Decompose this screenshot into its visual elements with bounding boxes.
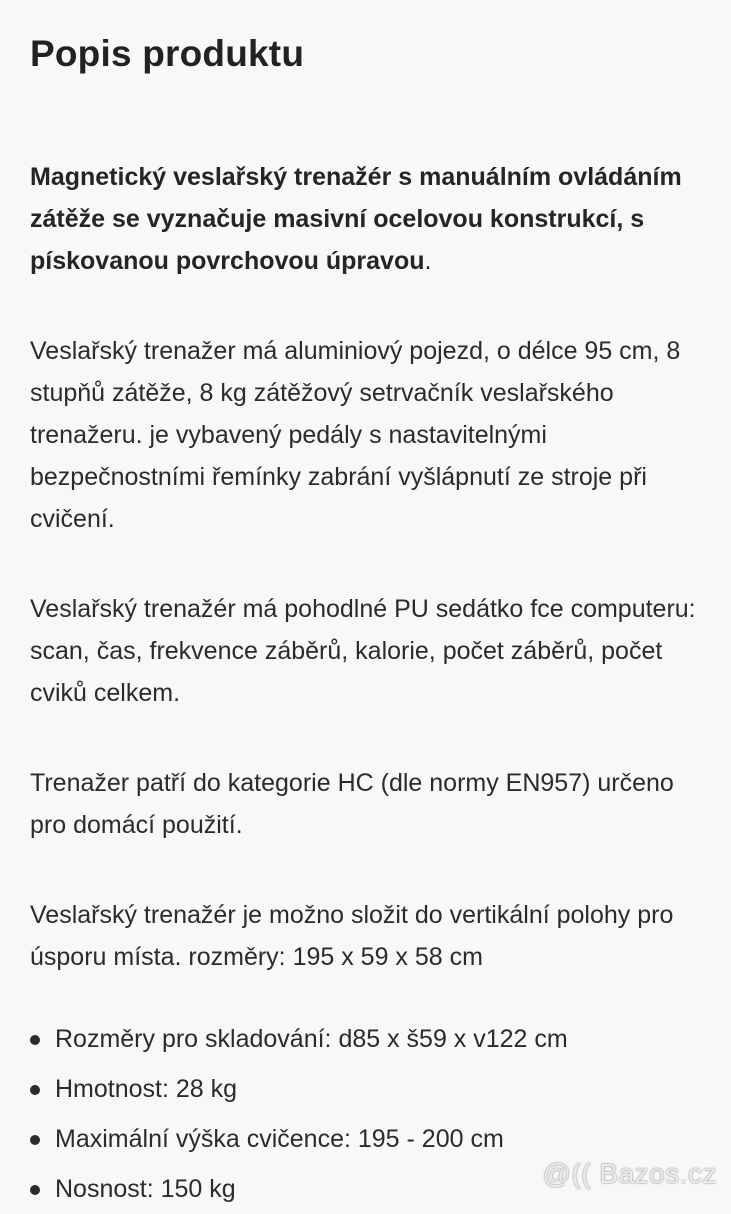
section-title: Popis produktu — [30, 33, 305, 74]
paragraph-seat-and-computer: Veslařský trenažér má pohodlné PU sedátko fce computeru: scan, čas, frekvence záběrů, kalorie, počet záběrů, počet cviků celkem. — [30, 595, 696, 707]
feature-storage-dimensions: Rozměry pro skladování: d85 x š59 x v122 cm — [55, 1025, 568, 1053]
paragraph-category: Trenažer patří do kategorie HC (dle normy EN957) určeno pro domácí použití. — [30, 769, 674, 839]
list-item — [30, 1014, 710, 1064]
bullet-icon — [30, 1085, 40, 1095]
list-item — [30, 1064, 710, 1114]
watermark: @(( Bazos.cz — [542, 1158, 717, 1189]
feature-max-user-height: Maximální výška cvičence: 195 - 200 cm — [55, 1125, 504, 1153]
lead-period: . — [424, 247, 432, 275]
lead-paragraph — [30, 156, 710, 282]
bullet-icon — [30, 1135, 40, 1145]
feature-max-load: Nosnost: 150 kg — [55, 1175, 236, 1203]
product-description — [30, 28, 710, 1214]
feature-weight: Hmotnost: 28 kg — [55, 1075, 238, 1103]
bullet-icon — [30, 1035, 40, 1045]
paragraph-rowing-machine-details: Veslařský trenažer má aluminiový pojezd, o délce 95 cm, 8 stupňů zátěže, 8 kg zátěžový setrvačník veslařského trenažeru. je vybavený pedály s nastavitelnými bezpečnostními řemínky zabrání vyšlápnutí ze stroje při cvičení. — [30, 337, 681, 533]
list-item — [30, 1114, 710, 1164]
lead-text: Magnetický veslařský trenažér s manuálním ovládáním zátěže se vyznačuje masivní ocelovou konstrukcí, s pískovanou povrchovou úpravou — [30, 163, 682, 275]
bullet-icon — [30, 1185, 40, 1195]
paragraph-folding-dimensions: Veslařský trenažér je možno složit do vertikální polohy pro úsporu místa. rozměry: 195 x 59 x 58 cm — [30, 901, 674, 971]
